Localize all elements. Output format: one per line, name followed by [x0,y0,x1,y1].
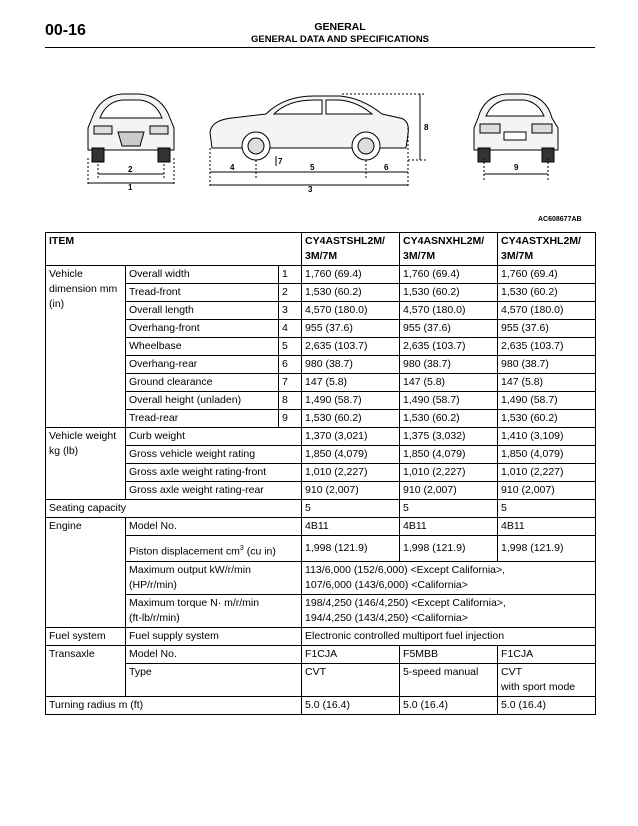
cell-value: 980 (38.7) [400,356,498,374]
cell-value: 1,760 (69.4) [498,266,596,284]
cell-value: 1,850 (4,079) [302,446,400,464]
row-number: 6 [279,356,302,374]
cell-value: 5.0 (16.4) [498,696,596,714]
torque-value-line: 198/4,250 (146/4,250) <Except California>, [305,596,506,609]
cell-value: 4,570 (180.0) [400,302,498,320]
section-subtitle: GENERAL DATA AND SPECIFICATIONS [250,34,430,45]
row-label: Overhang-front [126,320,279,338]
cell-value: 1,850 (4,079) [400,446,498,464]
table-row [46,374,596,392]
page-number: 00-16 [45,22,86,39]
cell-value: 147 (5.8) [400,374,498,392]
cell-value: 5-speed manual [400,663,498,696]
side-view-car [210,96,408,160]
table-row [46,594,596,627]
table-row [46,302,596,320]
model-header: CY4ASTSHL2M/ 3M/7M [302,233,400,266]
table-header-row [46,233,596,266]
table-row [46,536,596,562]
output-value-line: 113/6,000 (152/6,000) <Except California>, [305,563,506,576]
row-label: Fuel supply system [126,627,302,645]
group-label-fuel: Fuel system [46,627,126,645]
table-row [46,500,596,518]
table-row [46,663,596,696]
table-row [46,696,596,714]
model-header: CY4ASNXHL2M/ 3M/7M [400,233,498,266]
table-row [46,428,596,446]
cell-value: 1,375 (3,032) [400,428,498,446]
row-label [126,536,302,562]
row-label [126,594,302,627]
callout-5: 5 [310,163,315,172]
cell-value: 1,410 (3,109) [498,428,596,446]
output-value-line: 107/6,000 (143/6,000) <California> [305,578,468,591]
vehicle-dimension-diagram [70,88,590,223]
cell-value: 980 (38.7) [498,356,596,374]
table-row [46,338,596,356]
cell-value: 4B11 [400,518,498,536]
cell-value: 4,570 (180.0) [302,302,400,320]
group-label-engine: Engine [46,518,126,628]
cell-value: 910 (2,007) [302,482,400,500]
callout-7: 7 [278,157,283,166]
cell-value: 1,530 (60.2) [498,284,596,302]
cell-value: 955 (37.6) [498,320,596,338]
output-label-line: (HP/r/min) [129,578,177,591]
row-label: Overhang-rear [126,356,279,374]
cell-value: 1,530 (60.2) [400,410,498,428]
cell-value: CVT [302,663,400,696]
row-label: Gross axle weight rating-rear [126,482,302,500]
cell-value: 1,010 (2,227) [498,464,596,482]
row-number: 5 [279,338,302,356]
output-label-line: Maximum output kW/r/min [129,563,251,576]
table-row [46,464,596,482]
row-label: Tread-front [126,284,279,302]
cell-value: 1,530 (60.2) [498,410,596,428]
cell-value [498,663,596,696]
table-row [46,518,596,536]
cell-value: 5 [302,500,400,518]
figure-code: AC608677AB [538,216,582,223]
callout-1: 1 [128,183,133,192]
row-number: 3 [279,302,302,320]
type-value-line: with sport mode [501,680,576,693]
cell-value [302,594,596,627]
table-row [46,446,596,464]
displacement-label: Piston displacement cm [129,545,240,558]
row-number: 8 [279,392,302,410]
table-row [46,482,596,500]
cell-value: 2,635 (103.7) [498,338,596,356]
table-row [46,392,596,410]
cell-value: 4B11 [302,518,400,536]
row-label: Curb weight [126,428,302,446]
table-row [46,627,596,645]
type-value-line: CVT [501,665,523,678]
callout-4: 4 [230,163,235,172]
cell-value [302,561,596,594]
row-label: Overall length [126,302,279,320]
cell-value: 1,490 (58.7) [498,392,596,410]
callout-6: 6 [384,163,389,172]
cell-value: 1,530 (60.2) [302,410,400,428]
row-number: 2 [279,284,302,302]
cell-value: 1,490 (58.7) [400,392,498,410]
cell-value: 910 (2,007) [498,482,596,500]
row-label: Wheelbase [126,338,279,356]
cell-value: 1,760 (69.4) [400,266,498,284]
table-row [46,284,596,302]
cell-value: 2,635 (103.7) [400,338,498,356]
torque-label-line: (ft-lb/r/min) [129,611,180,624]
row-label: Ground clearance [126,374,279,392]
row-label: Overall width [126,266,279,284]
specifications-table [45,232,596,715]
cell-value: 1,998 (121.9) [302,536,400,562]
cell-value: 1,998 (121.9) [498,536,596,562]
item-header: ITEM [46,233,302,266]
section-title: GENERAL [314,21,366,33]
row-number: 7 [279,374,302,392]
cell-value: 2,635 (103.7) [302,338,400,356]
cell-value: 1,010 (2,227) [302,464,400,482]
header-rule [45,47,595,48]
cell-value: 1,760 (69.4) [302,266,400,284]
cell-value: 5.0 (16.4) [400,696,498,714]
displacement-unit: (cu in) [243,545,276,558]
row-label: Model No. [126,645,302,663]
cell-value: 1,850 (4,079) [498,446,596,464]
cell-value: 1,998 (121.9) [400,536,498,562]
table-row [46,266,596,284]
rear-view-car [474,94,558,162]
group-label-dimension: Vehicle dimension mm (in) [46,266,126,428]
table-row [46,320,596,338]
table-row [46,645,596,663]
cell-value: 955 (37.6) [400,320,498,338]
row-number: 4 [279,320,302,338]
cell-value: F5MBB [400,645,498,663]
front-view-car [88,94,174,162]
callout-3: 3 [308,185,313,194]
table-row [46,356,596,374]
cell-value: 4,570 (180.0) [498,302,596,320]
callout-9: 9 [514,163,519,172]
group-label-transaxle: Transaxle [46,645,126,696]
cell-value: 1,530 (60.2) [400,284,498,302]
cell-value: 1,490 (58.7) [302,392,400,410]
model-header: CY4ASTXHL2M/ 3M/7M [498,233,596,266]
row-label: Tread-rear [126,410,279,428]
table-row [46,410,596,428]
cell-value: 980 (38.7) [302,356,400,374]
table-row [46,561,596,594]
row-label: Overall height (unladen) [126,392,279,410]
row-label: Gross axle weight rating-front [126,464,302,482]
row-number: 9 [279,410,302,428]
row-label: Gross vehicle weight rating [126,446,302,464]
displacement-superscript: 3 [239,545,244,552]
cell-value: 1,010 (2,227) [400,464,498,482]
callout-2: 2 [128,165,133,174]
group-label-turning: Turning radius m (ft) [46,696,302,714]
group-label-weight: Vehicle weight kg (lb) [46,428,126,500]
cell-value: 147 (5.8) [302,374,400,392]
cell-value: 910 (2,007) [400,482,498,500]
cell-value: 1,530 (60.2) [302,284,400,302]
row-label: Model No. [126,518,302,536]
cell-value: F1CJA [302,645,400,663]
row-label: Type [126,663,302,696]
cell-value: Electronic controlled multiport fuel injection [302,627,596,645]
cell-value: 4B11 [498,518,596,536]
row-label [126,561,302,594]
row-number: 1 [279,266,302,284]
cell-value: 955 (37.6) [302,320,400,338]
callout-8: 8 [424,123,429,132]
torque-value-line: 194/4,250 (143/4,250) <California> [305,611,468,624]
cell-value: 147 (5.8) [498,374,596,392]
torque-label-line: Maximum torque N· m/r/min [129,596,260,609]
cell-value: 5.0 (16.4) [302,696,400,714]
group-label-seating: Seating capacity [46,500,302,518]
cell-value: F1CJA [498,645,596,663]
cell-value: 5 [498,500,596,518]
cell-value: 5 [400,500,498,518]
cell-value: 1,370 (3,021) [302,428,400,446]
